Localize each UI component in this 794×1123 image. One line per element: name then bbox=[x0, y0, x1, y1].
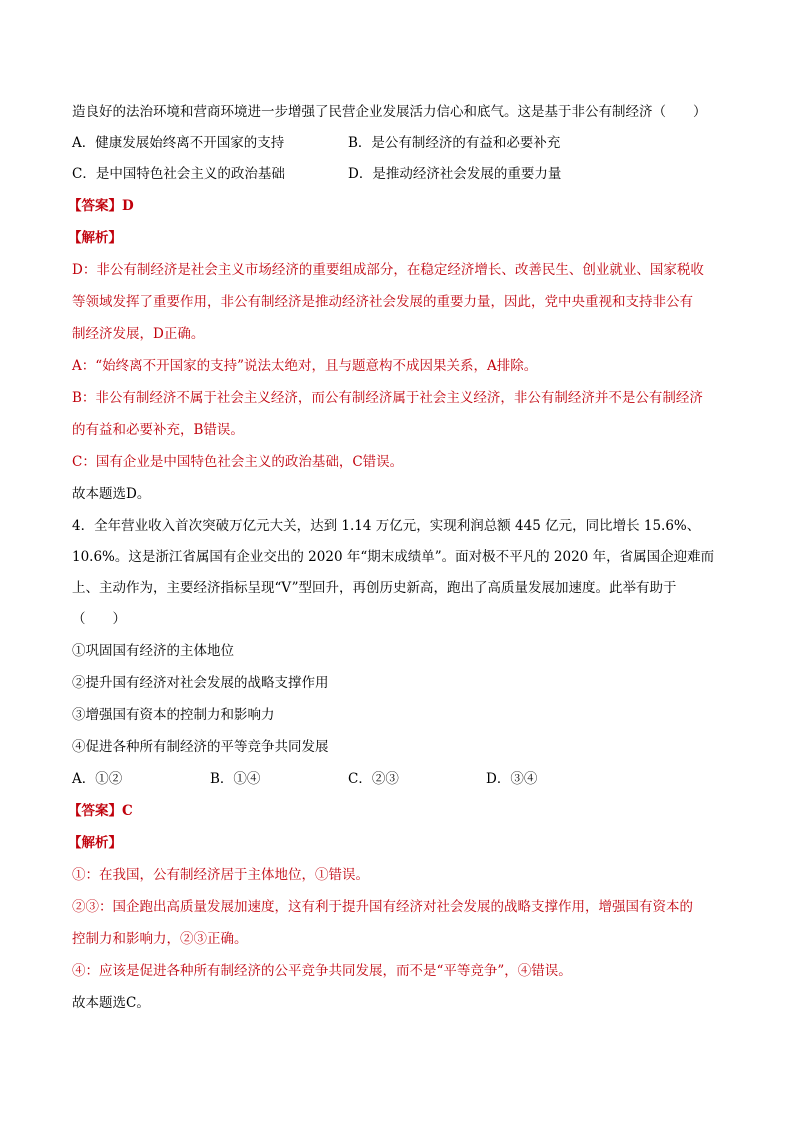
q3-option-c: C．是中国特色社会主义的政治基础 bbox=[72, 166, 285, 182]
q3-analysis-line: 的有益和必要补充，B错误。 bbox=[72, 422, 244, 438]
q4-analysis-line: 控制力和影响力，②③正确。 bbox=[72, 931, 248, 947]
q4-conclusion: 故本题选C。 bbox=[72, 995, 150, 1011]
q4-option-a: A．①② bbox=[72, 771, 123, 787]
q3-analysis-line: B：非公有制经济不属于社会主义经济，而公有制经济属于社会主义经济，非公有制经济并不是公有制经济 bbox=[72, 390, 703, 406]
q4-item: ①巩固国有经济的主体地位 bbox=[72, 643, 234, 659]
q4-option-d: D．③④ bbox=[486, 771, 538, 787]
q3-analysis-line: C：国有企业是中国特色社会主义的政治基础，C错误。 bbox=[72, 454, 404, 470]
q3-analysis-label: 【解析】 bbox=[68, 230, 122, 246]
q4-option-c: C．②③ bbox=[348, 771, 399, 787]
q3-option-b: B．是公有制经济的有益和必要补充 bbox=[348, 135, 561, 151]
q4-item: ④促进各种所有制经济的平等竞争共同发展 bbox=[72, 739, 329, 755]
q3-analysis-line: D：非公有制经济是社会主义市场经济的重要组成部分，在稳定经济增长、改善民生、创业就业、国家税收 bbox=[72, 262, 704, 278]
q4-stem-line: 上、主动作为，主要经济指标呈现“V”型回升，再创历史新高，跑出了高质量发展加速度。此举有助于 bbox=[72, 580, 677, 596]
q3-analysis-line: A：“始终离不开国家的支持”说法太绝对，且与题意构不成因果关系，A排除。 bbox=[72, 358, 538, 374]
q4-analysis-line: ④：应该是促进各种所有制经济的公平竞争共同发展，而不是“平等竞争”，④错误。 bbox=[72, 963, 572, 979]
q3-option-d: D．是推动经济社会发展的重要力量 bbox=[348, 166, 562, 182]
q4-analysis-line: ①：在我国，公有制经济居于主体地位，①错误。 bbox=[72, 867, 369, 883]
q4-stem-line: 10.6%。这是浙江省属国有企业交出的 2020 年“期末成绩单”。面对极不平凡的 2020 年，省属国企迎难而 bbox=[72, 549, 715, 565]
q3-stem-tail: 造良好的法治环境和营商环境进一步增强了民营企业发展活力信心和底气。这是基于非公有制经济（ ） bbox=[72, 104, 707, 120]
q4-item: ②提升国有经济对社会发展的战略支撑作用 bbox=[72, 675, 329, 691]
q4-stem-line: 4．全年营业收入首次突破万亿元大关，达到 1.14 万亿元，实现利润总额 445 亿元，同比增长 15.6%、 bbox=[72, 518, 701, 534]
q3-option-a: A．健康发展始终离不开国家的支持 bbox=[72, 135, 285, 151]
q3-answer: 【答案】D bbox=[68, 198, 134, 214]
q4-answer: 【答案】C bbox=[68, 803, 133, 819]
q3-conclusion: 故本题选D。 bbox=[72, 486, 151, 502]
q3-analysis-line: 等领域发挥了重要作用，非公有制经济是推动经济社会发展的重要力量，因此，党中央重视和支持非公有 bbox=[72, 294, 693, 310]
q4-item: ③增强国有资本的控制力和影响力 bbox=[72, 707, 275, 723]
q3-analysis-line: 制经济发展，D正确。 bbox=[72, 326, 205, 342]
q4-option-b: B．①④ bbox=[210, 771, 261, 787]
q4-stem-line: （ ） bbox=[72, 611, 126, 627]
q4-analysis-line: ②③：国企跑出高质量发展加速度，这有利于提升国有经济对社会发展的战略支撑作用，增强国有资本的 bbox=[72, 899, 693, 915]
q4-analysis-label: 【解析】 bbox=[68, 835, 122, 851]
